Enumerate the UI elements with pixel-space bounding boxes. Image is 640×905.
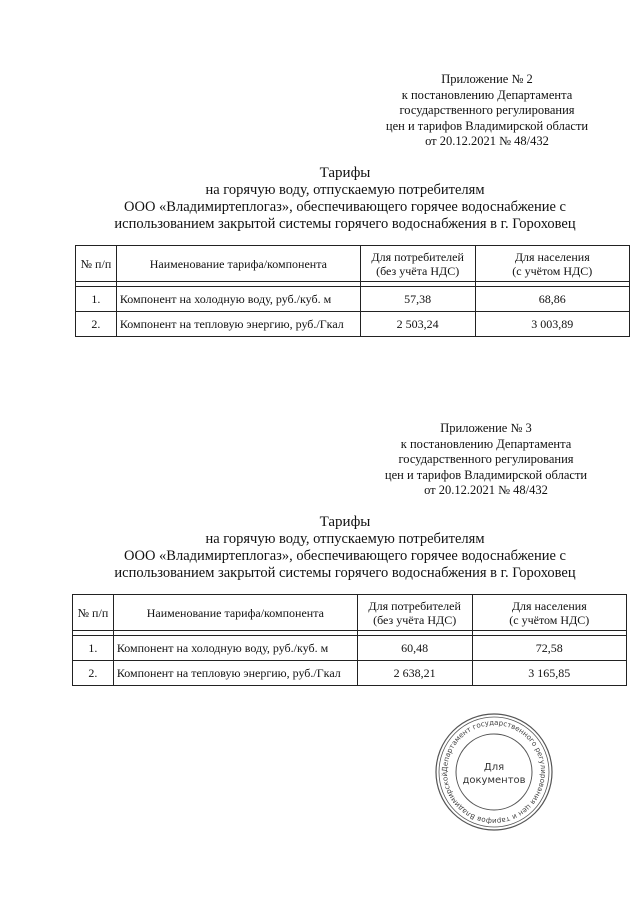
row-number: 1. <box>76 287 117 312</box>
row-population-value: 68,86 <box>475 287 629 312</box>
row-number: 1. <box>73 636 114 661</box>
appendix-line: к постановлению Департамента <box>401 87 573 102</box>
header-line: Для населения <box>514 249 590 264</box>
header-population <box>472 595 626 631</box>
row-population-value: 3 165,85 <box>472 661 626 686</box>
appendix-number: Приложение № 3 <box>440 421 532 435</box>
header-number: № п/п <box>76 246 117 282</box>
tariff-subtitle-line: на горячую воду, отпускаемую потребителям <box>205 531 485 547</box>
tariff-title: Тарифы <box>319 514 371 530</box>
header-line: (с учётом НДС) <box>512 263 593 278</box>
row-population-value: 3 003,89 <box>475 312 629 337</box>
header-line: (без учёта НДС) <box>373 612 457 627</box>
tariff-subtitle-line: использованием закрытой системы горячего водоснабжения в г. Гороховец <box>114 565 576 581</box>
tariff-table-3 <box>72 594 627 686</box>
tariff-title: Тарифы <box>319 165 371 181</box>
row-consumers-value: 2 503,24 <box>360 312 475 337</box>
header-number: № п/п <box>73 595 114 631</box>
table-header-row <box>73 595 627 631</box>
tariff-subtitle-line: ООО «Владимиртеплогаз», обеспечивающего горячее водоснабжение с <box>124 548 566 564</box>
header-name: Наименование тарифа/компонента <box>116 246 360 282</box>
appendix-line: к постановлению Департамента <box>400 436 572 451</box>
row-consumers-value: 60,48 <box>357 636 472 661</box>
appendix-date: от 20.12.2021 № 48/432 <box>424 483 548 497</box>
official-stamp <box>434 712 554 832</box>
tariff-heading-3 <box>60 514 630 582</box>
header-line: (без учёта НДС) <box>376 263 460 278</box>
appendix-line: цен и тарифов Владимирской области <box>384 467 588 482</box>
appendix-2-header <box>384 72 590 150</box>
header-population <box>475 246 629 282</box>
header-line: Для потребителей <box>368 598 461 613</box>
header-name: Наименование тарифа/компонента <box>113 595 357 631</box>
stamp-icon <box>434 712 554 832</box>
appendix-line: государственного регулирования <box>398 452 574 466</box>
table-header-row <box>76 246 630 282</box>
row-name: Компонент на тепловую энергию, руб./Гкал <box>113 661 357 686</box>
tariff-table-2 <box>75 245 630 337</box>
row-number: 2. <box>76 312 117 337</box>
row-name: Компонент на холодную воду, руб./куб. м <box>116 287 360 312</box>
tariff-heading-2 <box>60 165 630 233</box>
table-row <box>73 661 627 686</box>
table-row <box>76 312 630 337</box>
row-consumers-value: 57,38 <box>360 287 475 312</box>
header-consumers <box>360 246 475 282</box>
stamp-center-line: документов <box>462 775 526 786</box>
header-consumers <box>357 595 472 631</box>
appendix-line: государственного регулирования <box>399 103 575 117</box>
stamp-ring-text: Департамент государственного регулирования цен и тарифов Владимирской <box>439 717 549 827</box>
table-row <box>76 287 630 312</box>
appendix-number: Приложение № 2 <box>441 72 533 86</box>
tariff-subtitle-line: ООО «Владимиртеплогаз», обеспечивающего горячее водоснабжение с <box>124 199 566 215</box>
stamp-center-line: Для <box>483 762 505 773</box>
appendix-line: цен и тарифов Владимирской области <box>385 118 589 133</box>
tariff-subtitle-line: на горячую воду, отпускаемую потребителям <box>205 182 485 198</box>
row-name: Компонент на холодную воду, руб./куб. м <box>113 636 357 661</box>
appendix-date: от 20.12.2021 № 48/432 <box>425 134 549 148</box>
row-consumers-value: 2 638,21 <box>357 661 472 686</box>
table-row <box>73 636 627 661</box>
appendix-3-header <box>383 421 589 499</box>
header-line: Для населения <box>511 598 587 613</box>
row-name: Компонент на тепловую энергию, руб./Гкал <box>116 312 360 337</box>
header-line: Для потребителей <box>371 249 464 264</box>
tariff-subtitle-line: использованием закрытой системы горячего водоснабжения в г. Гороховец <box>114 216 576 232</box>
row-population-value: 72,58 <box>472 636 626 661</box>
header-line: (с учётом НДС) <box>509 612 590 627</box>
row-number: 2. <box>73 661 114 686</box>
